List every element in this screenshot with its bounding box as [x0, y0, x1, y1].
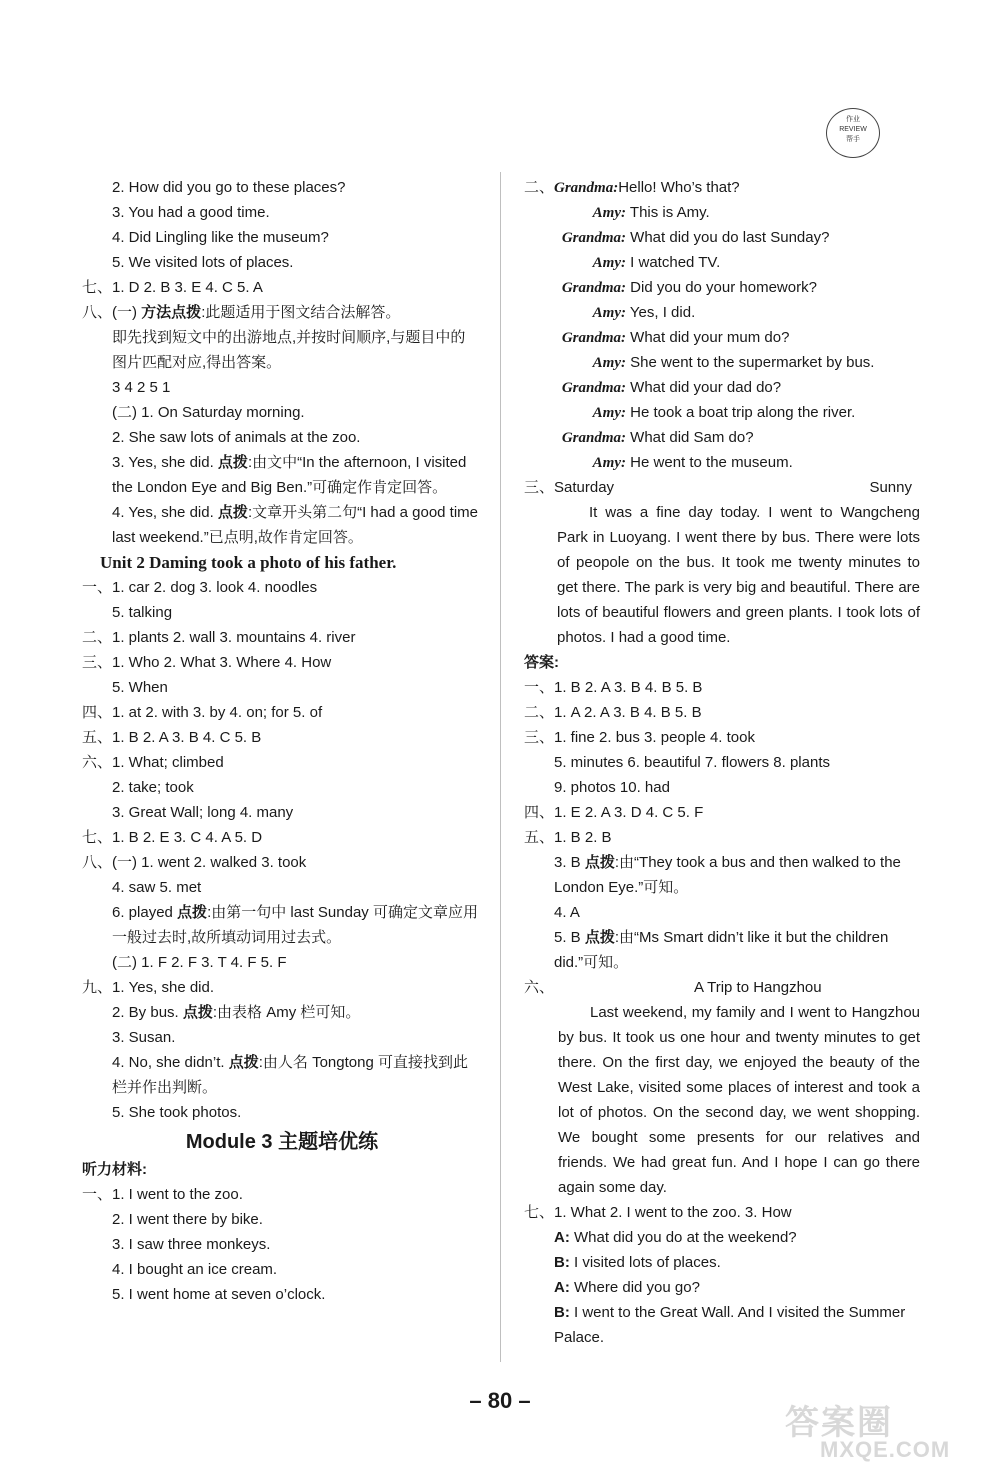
- answer-line: 4. I bought an ice cream.: [112, 1261, 278, 1278]
- answer-line: 九、1. Yes, she did.: [82, 979, 215, 996]
- tip-text: :由人名 Tongtong 可直接找到此栏并作出判断。: [112, 1054, 468, 1096]
- speaker-amy: Amy:: [592, 455, 626, 471]
- answer-line: 一、1. I went to the zoo.: [82, 1186, 243, 1203]
- tip-text: :文章开头第二句“I had a good time last weekend.”已点明,故作肯定回答。: [112, 504, 479, 546]
- dialogue-text: What did Sam do?: [630, 429, 754, 446]
- answer-line: 二、1. A 2. A 3. B 4. B 5. B: [524, 704, 702, 721]
- answer-line: 5. She took photos.: [112, 1104, 242, 1121]
- method-tip-label: 方法点拨: [141, 304, 202, 321]
- dialogue-text: Did you do your homework?: [630, 279, 817, 296]
- unit-2-title: Unit 2 Daming took a photo of his father.: [100, 553, 397, 572]
- tip-label: 点拨: [217, 454, 248, 471]
- answer-line: 四、1. E 2. A 3. D 4. C 5. F: [524, 804, 704, 821]
- dialogue-line: [524, 350, 922, 375]
- dialogue-line: [524, 1275, 922, 1300]
- trip-paragraph: Last weekend, my family and I went to Hangzhou by bus. It took us one hour and twenty minutes to get there. On the first day, we enjoyed the beauty of the West Lake, visited some places of interest and took a lot of photos. On the second day, we went shopping. We bought some presents for our relatives and friends. We had great fun. And I hope I can go there again some day.: [558, 1004, 920, 1196]
- tip-label: 点拨: [584, 929, 615, 946]
- diary-day: 三、Saturday: [524, 479, 615, 496]
- watermark-url: MXQE.COM: [820, 1437, 951, 1462]
- speaker-b: B:: [554, 1254, 570, 1271]
- dialogue-line: [524, 250, 922, 275]
- speaker-b: B:: [554, 1304, 570, 1321]
- speaker-amy: Amy:: [592, 355, 626, 371]
- method-tip-text: :此题适用于图文结合法解答。: [201, 304, 401, 321]
- speaker-grandma: Grandma:: [561, 330, 626, 346]
- dialogue-line: [524, 325, 922, 350]
- answer-line: [82, 1000, 482, 1025]
- diary-weather: Sunny: [869, 479, 912, 496]
- dialogue-line: [524, 225, 922, 250]
- dialogue-text: What did your mum do?: [630, 329, 790, 346]
- q-prefix: 六、: [524, 979, 555, 996]
- trip-title: A Trip to Hangzhou: [694, 979, 822, 996]
- dialogue-text: Hello! Who’s that?: [618, 179, 740, 196]
- left-column: [82, 175, 482, 1307]
- answer-line: 五、1. B 2. B: [524, 829, 612, 846]
- answer-line: 2. take; took: [112, 779, 194, 796]
- dialogue-text: What did your dad do?: [630, 379, 782, 396]
- speaker-amy: Amy:: [592, 255, 626, 271]
- speaker-grandma: Grandma:: [561, 380, 626, 396]
- dialogue-line: [524, 450, 922, 475]
- answer-line: 4. saw 5. met: [112, 879, 202, 896]
- dialogue-line: [524, 1225, 922, 1250]
- listening-material-label: 听力材料:: [82, 1161, 147, 1178]
- answer-text: 4. Yes, she did.: [112, 504, 218, 521]
- stamp-text-1: 作业: [846, 116, 860, 123]
- dialogue-text: She went to the supermarket by bus.: [630, 354, 875, 371]
- answer-line: 4. A: [554, 904, 580, 921]
- speaker-grandma: Grandma:: [561, 280, 626, 296]
- dialogue-line: [524, 375, 922, 400]
- answer-line: 一、1. car 2. dog 3. look 4. noodles: [82, 579, 318, 596]
- dialogue-text: Where did you go?: [574, 1279, 700, 1296]
- q-prefix: 二、: [524, 179, 555, 196]
- dialogue-text: He went to the museum.: [630, 454, 793, 471]
- answer-line: 5. minutes 6. beautiful 7. flowers 8. plants: [554, 754, 830, 771]
- diary-paragraph: It was a fine day today. I went to Wangcheng Park in Luoyang. I went there by bus. There were lots of peopole on the bus. It took me twenty minutes to get there. The park is very big and beautiful. There are lots of beautiful flowers and green plants. I took lots of photos. I had a good time.: [557, 504, 920, 646]
- answer-line: (二) 1. F 2. F 3. T 4. F 5. F: [112, 954, 287, 971]
- answer-line: 一、1. B 2. A 3. B 4. B 5. B: [524, 679, 703, 696]
- answer-line: 3. Great Wall; long 4. many: [112, 804, 294, 821]
- answer-line: 七、1. D 2. B 3. E 4. C 5. A: [82, 279, 263, 296]
- tip-label: 点拨: [228, 1054, 259, 1071]
- speaker-grandma: Grandma:: [561, 430, 626, 446]
- answer-line: 二、1. plants 2. wall 3. mountains 4. river: [82, 629, 356, 646]
- stamp-text-3: 帮手: [846, 136, 860, 143]
- dialogue-line: [524, 400, 922, 425]
- answer-line: 3. You had a good time.: [112, 204, 270, 221]
- page-number: – 80 –: [469, 1388, 531, 1413]
- dialogue-line: [524, 175, 922, 200]
- answer-line: [524, 925, 922, 975]
- answers-label: 答案:: [524, 654, 559, 671]
- dialogue-text: What did you do at the weekend?: [574, 1229, 797, 1246]
- answer-text: 3. B: [554, 854, 585, 871]
- answer-line: 七、1. B 2. E 3. C 4. A 5. D: [82, 829, 263, 846]
- tip-label: 点拨: [182, 1004, 213, 1021]
- answer-text: 5. B: [554, 929, 585, 946]
- tip-label: 点拨: [177, 904, 208, 921]
- watermark-logo: 答案圈: [785, 1404, 893, 1442]
- dialogue-line: [524, 200, 922, 225]
- explanation-text: 即先找到短文中的出游地点,并按时间顺序,与题目中的图片匹配对应,得出答案。: [112, 329, 466, 371]
- tip-text: :由“Ms Smart didn’t like it but the children did.”可知。: [554, 929, 889, 971]
- trip-title-line: [524, 975, 922, 1000]
- dialogue-text: I went to the Great Wall. And I visited the Summer Palace.: [554, 1304, 906, 1346]
- answer-line: 3. I saw three monkeys.: [112, 1236, 271, 1253]
- dialogue-line: [524, 275, 922, 300]
- module-3-title: Module 3 主题培优练: [185, 1131, 379, 1153]
- speaker-a: A:: [554, 1279, 570, 1296]
- answer-line: [524, 850, 922, 900]
- speaker-amy: Amy:: [592, 405, 626, 421]
- answer-line: 2. I went there by bike.: [112, 1211, 263, 1228]
- tip-text: :由“They took a bus and then walked to the London Eye.”可知。: [554, 854, 901, 896]
- answer-text: 4. No, she didn’t.: [112, 1054, 229, 1071]
- answer-line: 六、1. What; climbed: [82, 754, 224, 771]
- answer-line: [82, 300, 482, 325]
- answer-text: 3. Yes, she did.: [112, 454, 218, 471]
- stamp-text-2: REVIEW: [839, 126, 867, 133]
- answer-text: 6. played: [112, 904, 178, 921]
- right-column: [524, 175, 922, 1350]
- tip-label: 点拨: [217, 504, 248, 521]
- speaker-amy: Amy:: [592, 205, 626, 221]
- dialogue-text: This is Amy.: [629, 204, 710, 221]
- answer-line: 3. Susan.: [112, 1029, 176, 1046]
- answer-line: 9. photos 10. had: [554, 779, 670, 796]
- answer-line: 5. When: [112, 679, 168, 696]
- answer-text: 2. By bus.: [112, 1004, 183, 1021]
- answer-line: 5. talking: [112, 604, 173, 621]
- tip-text: :由第一句中 last Sunday 可确定文章应用一般过去时,故所填动词用过去式。: [112, 904, 478, 946]
- q-prefix: 八、(一): [82, 304, 142, 321]
- answer-line: 5. We visited lots of places.: [112, 254, 294, 271]
- answer-line: 4. Did Lingling like the museum?: [112, 229, 329, 246]
- answer-line: 三、1. fine 2. bus 3. people 4. took: [524, 729, 755, 746]
- dialogue-line: [524, 300, 922, 325]
- dialogue-line: [524, 425, 922, 450]
- answer-line: 三、1. Who 2. What 3. Where 4. How: [82, 654, 332, 671]
- dialogue-text: He took a boat trip along the river.: [630, 404, 856, 421]
- dialogue-text: I visited lots of places.: [574, 1254, 721, 1271]
- homework-helper-stamp: [826, 108, 880, 158]
- answer-line: 3 4 2 5 1: [112, 379, 171, 396]
- dialogue-text: I watched TV.: [630, 254, 721, 271]
- speaker-grandma: Grandma:: [554, 180, 619, 196]
- answer-line: 2. How did you go to these places?: [112, 179, 346, 196]
- answer-line: [82, 900, 482, 950]
- column-divider: [500, 172, 501, 1362]
- answer-line: [82, 450, 482, 500]
- answer-line: [82, 1050, 482, 1100]
- answer-line: [82, 500, 482, 550]
- answer-line: 5. I went home at seven o’clock.: [112, 1286, 326, 1303]
- diary-header: [524, 475, 922, 500]
- dialogue-text: Yes, I did.: [629, 304, 696, 321]
- dialogue-line: [524, 1250, 922, 1275]
- tip-text: :由表格 Amy 栏可知。: [212, 1004, 361, 1021]
- answer-line: 2. She saw lots of animals at the zoo.: [112, 429, 361, 446]
- dialogue-line: [524, 1300, 922, 1350]
- speaker-a: A:: [554, 1229, 570, 1246]
- answer-line: 五、1. B 2. A 3. B 4. C 5. B: [82, 729, 262, 746]
- dialogue-text: What did you do last Sunday?: [630, 229, 830, 246]
- tip-label: 点拨: [584, 854, 615, 871]
- answer-line: 四、1. at 2. with 3. by 4. on; for 5. of: [82, 704, 323, 721]
- answer-line: (二) 1. On Saturday morning.: [112, 404, 305, 421]
- tip-text: :由文中“In the afternoon, I visited the London Eye and Big Ben.”可确定作肯定回答。: [112, 454, 467, 496]
- speaker-amy: Amy:: [592, 305, 626, 321]
- answer-line: 八、(一) 1. went 2. walked 3. took: [82, 854, 307, 871]
- answer-line: 七、1. What 2. I went to the zoo. 3. How: [524, 1204, 792, 1221]
- speaker-grandma: Grandma:: [561, 230, 626, 246]
